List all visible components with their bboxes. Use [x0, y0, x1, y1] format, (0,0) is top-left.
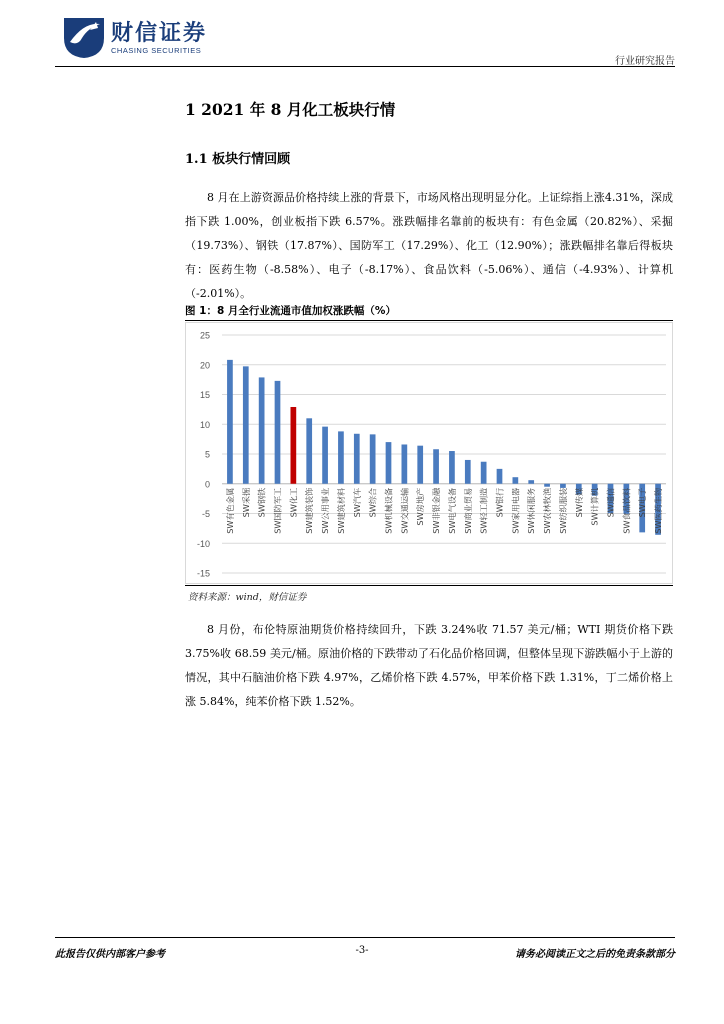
x-category-label: SW机械设备 — [383, 487, 394, 534]
subsection-heading: 1.1 板块行情回顾 — [185, 152, 291, 167]
bar — [275, 381, 281, 484]
x-category-label: SW农林牧渔 — [542, 487, 553, 534]
x-category-label: SW家用电器 — [510, 487, 521, 534]
x-category-label: SW综合 — [367, 487, 378, 518]
page-number: -3- — [355, 945, 369, 956]
x-category-label: SW电气设备 — [446, 487, 457, 534]
x-category-label: SW计算机 — [589, 487, 600, 526]
footer-disclaimer-left: 此报告仅供内部客户参考 — [55, 949, 165, 960]
bar — [402, 444, 408, 483]
x-category-label: SW公用事业 — [320, 487, 331, 534]
x-category-label: SW食品饮料 — [621, 487, 632, 534]
figure-title: 图 1：8 月全行业流通市值加权涨跌幅（%） — [185, 305, 396, 317]
x-category-label: SW有色金属 — [224, 487, 235, 534]
x-category-label: SW银行 — [494, 487, 505, 518]
x-category-label: SW国防军工 — [272, 487, 283, 534]
x-category-label: SW纺织服装 — [557, 487, 568, 534]
figure-top-rule — [185, 320, 673, 321]
x-category-label: SW汽车 — [351, 487, 362, 518]
bar — [243, 366, 249, 483]
x-category-label: SW商业贸易 — [462, 487, 473, 534]
bar — [227, 360, 233, 484]
bar — [528, 480, 534, 484]
bar — [386, 442, 392, 484]
bar — [497, 469, 503, 484]
bar — [291, 407, 297, 484]
x-category-label: SW休闲服务 — [526, 487, 537, 534]
x-category-label: SW化工 — [288, 487, 299, 518]
bar — [338, 431, 344, 483]
y-tick-label: 25 — [199, 330, 210, 341]
figure-source: 资料来源：wind，财信证券 — [188, 592, 307, 603]
page-header — [55, 12, 675, 66]
crude-oil-paragraph: 8 月份，布伦特原油期货价格持续回升，下跌 3.24%收 71.57 美元/桶；WTI 期货价格下跌 3.75%收 68.59 美元/桶。原油价格的下跌带动了石化品价格回调，但整体呈现下游跌幅小于上游的情况，其中石脑油价格下跌 4.97%，乙烯价格下跌 4.57%，甲苯价格下跌 1.31%，丁二烯价格上涨 5.84%，纯苯价格下跌 1.52%。 — [185, 623, 673, 708]
industry-return-bar-chart — [186, 323, 672, 583]
x-category-label: SW电子 — [637, 487, 648, 518]
market-review-paragraph: 8 月在上游资源品价格持续上涨的背景下，市场风格出现明显分化。上证综指上涨4.31%，深成指下跌 1.00%，创业板指下跌 6.57%。涨跌幅排名靠前的板块有：有色金属（20.82%）、采掘（19.73%）、钢铁（17.87%）、国防军工（17.29%）、化工（12.90%）；涨跌幅排名靠后得板块有：医药生物（-8.58%）、电子（-8.17%）、食品饮料（-5.06%）、通信（-4.93%）、计算机（-2.01%）。 — [185, 191, 673, 300]
y-tick-label: -10 — [196, 538, 210, 549]
document-type: 行业研究报告 — [615, 56, 675, 67]
chart-frame — [185, 322, 673, 584]
bar — [481, 462, 487, 484]
x-category-label: SW轻工制造 — [478, 487, 489, 534]
y-tick-label: 5 — [204, 449, 210, 460]
bar — [370, 434, 376, 483]
section-heading: 1 2021 年 8 月化工板块行情 — [185, 100, 396, 119]
bar — [259, 377, 265, 483]
x-category-label: SW钢铁 — [256, 487, 267, 518]
bar — [322, 427, 328, 484]
x-category-label: SW房地产 — [415, 487, 426, 526]
y-tick-label: 20 — [199, 360, 210, 371]
x-category-label: SW建筑材料 — [335, 487, 346, 534]
figure-bottom-rule — [185, 585, 673, 586]
header-divider — [55, 66, 675, 67]
brand-name-cn: 财信证券 — [111, 21, 208, 46]
x-category-label: SW医药生物 — [653, 487, 664, 534]
x-category-label: SW交通运输 — [399, 487, 410, 534]
footer-disclaimer-right: 请务必阅读正文之后的免责条款部分 — [515, 949, 675, 960]
y-tick-label: 0 — [204, 479, 210, 490]
x-category-label: SW通信 — [605, 487, 616, 518]
brand-name-en: CHASING SECURITIES — [111, 46, 202, 55]
bar — [544, 484, 550, 487]
bar — [465, 460, 471, 484]
bar — [306, 418, 312, 483]
x-category-label: SW非银金融 — [431, 487, 442, 534]
bar — [417, 446, 423, 484]
bar — [560, 484, 566, 488]
footer-divider — [55, 937, 675, 938]
bar — [513, 477, 519, 484]
company-logo — [60, 12, 108, 60]
x-category-label: SW建筑装饰 — [304, 487, 315, 534]
bar — [433, 449, 439, 484]
y-tick-label: 15 — [199, 390, 210, 400]
bar — [449, 451, 455, 484]
y-tick-label: -5 — [201, 509, 210, 519]
x-category-label: SW传媒 — [573, 487, 584, 518]
x-category-label: SW采掘 — [240, 487, 251, 518]
y-tick-label: 10 — [199, 419, 210, 430]
y-tick-label: -15 — [196, 568, 210, 579]
bar — [354, 434, 360, 484]
